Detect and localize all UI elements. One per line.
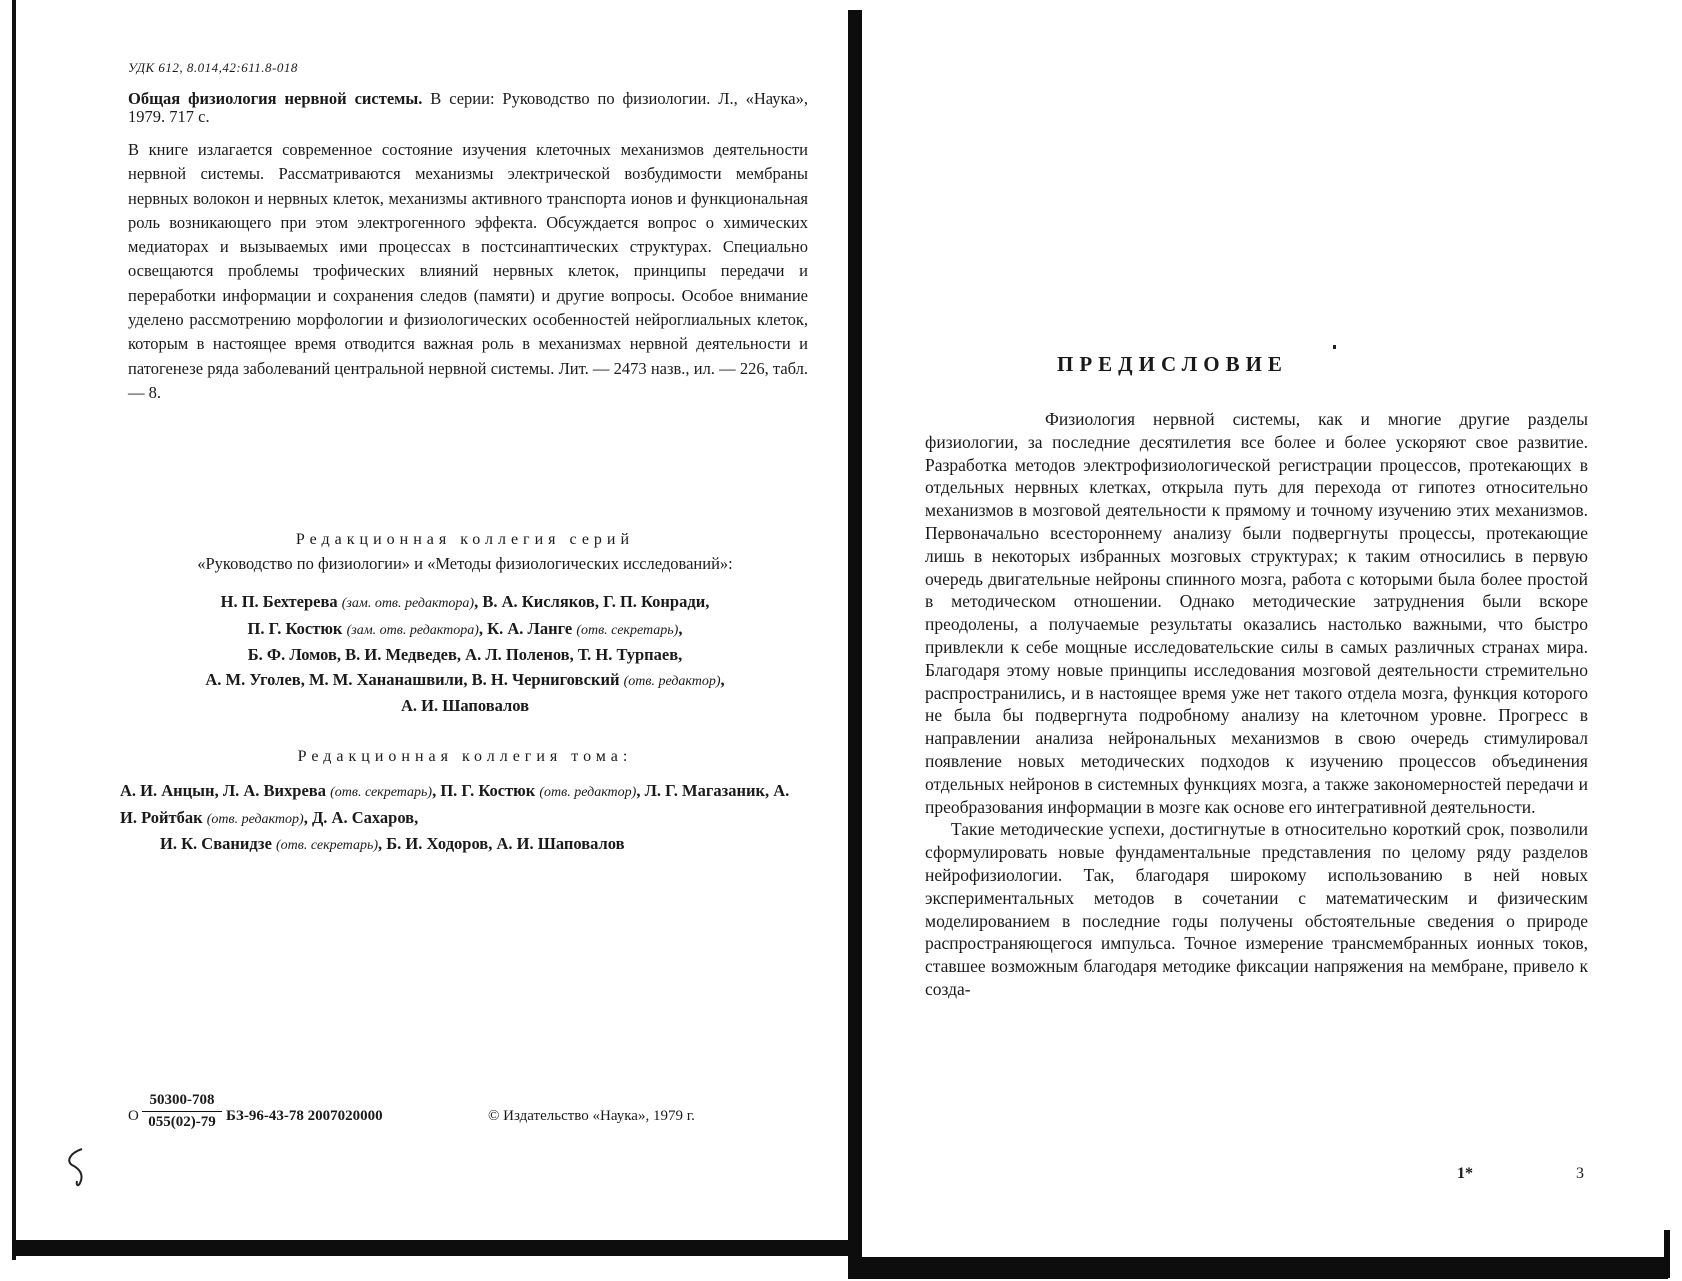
paragraph: Физиология нервной системы, как и многие другие разделы физиологии, за последние десятилетия все более и более ускоряют свое развитие. Разработка методов электрофизиологической регистрации процессов, протекающих в отдельных нервных клетках, открыла путь для перехода от гипотез относительно механизмов в мозговой деятельности к прямому и точному изучению этих механизмов. Первоначально всестороннему анализу были подвергнуты процессы, протекающие лишь в некоторых избранных мозговых структурах; к таким относились в первую очередь двигательные нейроны спинного мозга, работа с которыми была более простой в методическом отношении. Однако методические затруднения были вскоре преодолены, а получаемые результаты оказались настолько важными, что быстро привлекли к себе мощные исследовательские силы в самых различных странах мира. Благодаря этому новые принципы исследования мозговой деятельности стремительно распространились, и в настоящее время уже нет такого отдела мозга, функция которого не была бы подвергнута подробному анализу на клеточном уровне. Прогресс в направлении анализа нейрональных механизмов в свою очередь стимулировал появление новых методических подходов к изучению процессов объединения отдельных нейронов в системных функциях мозга, а также закономерностей передачи и преобразования информации в мозге как основе его интегративной деятельности. bbox=[925, 409, 1588, 817]
scan-speck bbox=[1333, 345, 1336, 349]
preface-body bbox=[925, 408, 1588, 1001]
volume-editorial-board bbox=[120, 745, 810, 859]
series-info: В серии: Руководство по физиологии. Л., «Наука», 1979. 717 с. bbox=[128, 89, 808, 126]
handwritten-mark-icon bbox=[60, 1145, 100, 1190]
scan-bottom-border-right bbox=[848, 1257, 1668, 1279]
volume-board-heading: Редакционная коллегия тома: bbox=[297, 748, 633, 765]
page-number: 3 bbox=[1576, 1165, 1584, 1182]
imprint-prefix: О bbox=[128, 1108, 139, 1124]
page-heading: ПРЕДИСЛОВИЕ bbox=[1057, 352, 1288, 376]
imprint-code: БЗ-96-43-78 2007020000 bbox=[226, 1108, 383, 1124]
udk-code: УДК 612, 8.014,42:611.8-018 bbox=[128, 60, 298, 75]
paragraph: Такие методические успехи, достигнутые в относительно короткий срок, позволили сформулировать новые фундаментальные представления по целому ряду разделов нейрофизиологии. Так, благодаря широкому использованию в ней новых экспериментальных методов в сочетании с математическим и физическим моделированием в последние годы получены обстоятельные сведения о природе распространяющегося импульса. Точное измерение трансмембранных ионных токов, ставшее возможным благодаря методике фиксации напряжения на мембране, привело к созда- bbox=[925, 819, 1588, 999]
volume-board-members: А. И. Анцын, Л. А. Вихрева (отв. секретарь), П. Г. Костюк (отв. редактор), Л. Г. Магазаник, А. И. Ройтбак (отв. редактор), Д. А. Сахаров, И. К. Сванидзе (отв. секретарь), Б. И. Ходоров, А. И. Шаповалов bbox=[120, 781, 790, 853]
scan-bottom-border-left bbox=[12, 1240, 852, 1256]
signature-mark: 1* bbox=[1457, 1165, 1473, 1182]
bibliographic-entry bbox=[128, 90, 808, 126]
imprint-fraction: $\frac{50300-708}{055(02)-79}$ bbox=[142, 1092, 222, 1131]
series-editorial-board bbox=[120, 528, 810, 719]
scan-right-edge bbox=[1664, 1230, 1670, 1278]
series-board-members: Н. П. Бехтерева (зам. отв. редактора), В. А. Кисляков, Г. П. Конради, П. Г. Костюк (зам. отв. редактора), К. А. Ланге (отв. секретарь), Б. Ф. Ломов, В. И. Медведев, А. Л. Поленов, Т. Н. Турпаев, А. М. Уголев, М. М. Хананашвили, В. Н. Черниговский (отв. редактор), А. И. Шаповалов bbox=[205, 592, 725, 715]
left-page bbox=[128, 60, 808, 405]
copyright-notice: © Издательство «Наука», 1979 г. bbox=[488, 1108, 695, 1124]
abstract: В книге излагается современное состояние изучения клеточных механизмов деятельности нервной системы. Рассматриваются механизмы электрической возбудимости мембраны нервных волокон и нервных клеток, механизмы активного транспорта ионов и функциональная роль возникающего при этом электрогенного эффекта. Обсуждается вопрос о химических медиаторах и вызываемых ими процессах в постсинаптических структурах. Специально освещаются проблемы трофических влияний нервных клеток, принципы передачи и переработки информации и сохранения следов (памяти) и другие вопросы. Особое внимание уделено рассмотрению морфологии и физиологических особенностей нейроглиальных клеток, которым в настоящее время отводится важная роль в механизмах нервной деятельности и патогенезе ряда заболеваний центральной нервной системы. Лит. — 2473 назв., ил. — 226, табл. — 8. bbox=[128, 140, 808, 402]
scan-left-border bbox=[12, 0, 16, 1260]
series-board-heading: Редакционная коллегия серий bbox=[295, 531, 635, 548]
book-title: Общая физиология нервной системы. bbox=[128, 89, 423, 108]
series-names: «Руководство по физиологии» и «Методы физиологических исследований»: bbox=[197, 554, 733, 573]
imprint-block bbox=[128, 1090, 808, 1150]
book-spine-shadow bbox=[848, 10, 862, 1265]
